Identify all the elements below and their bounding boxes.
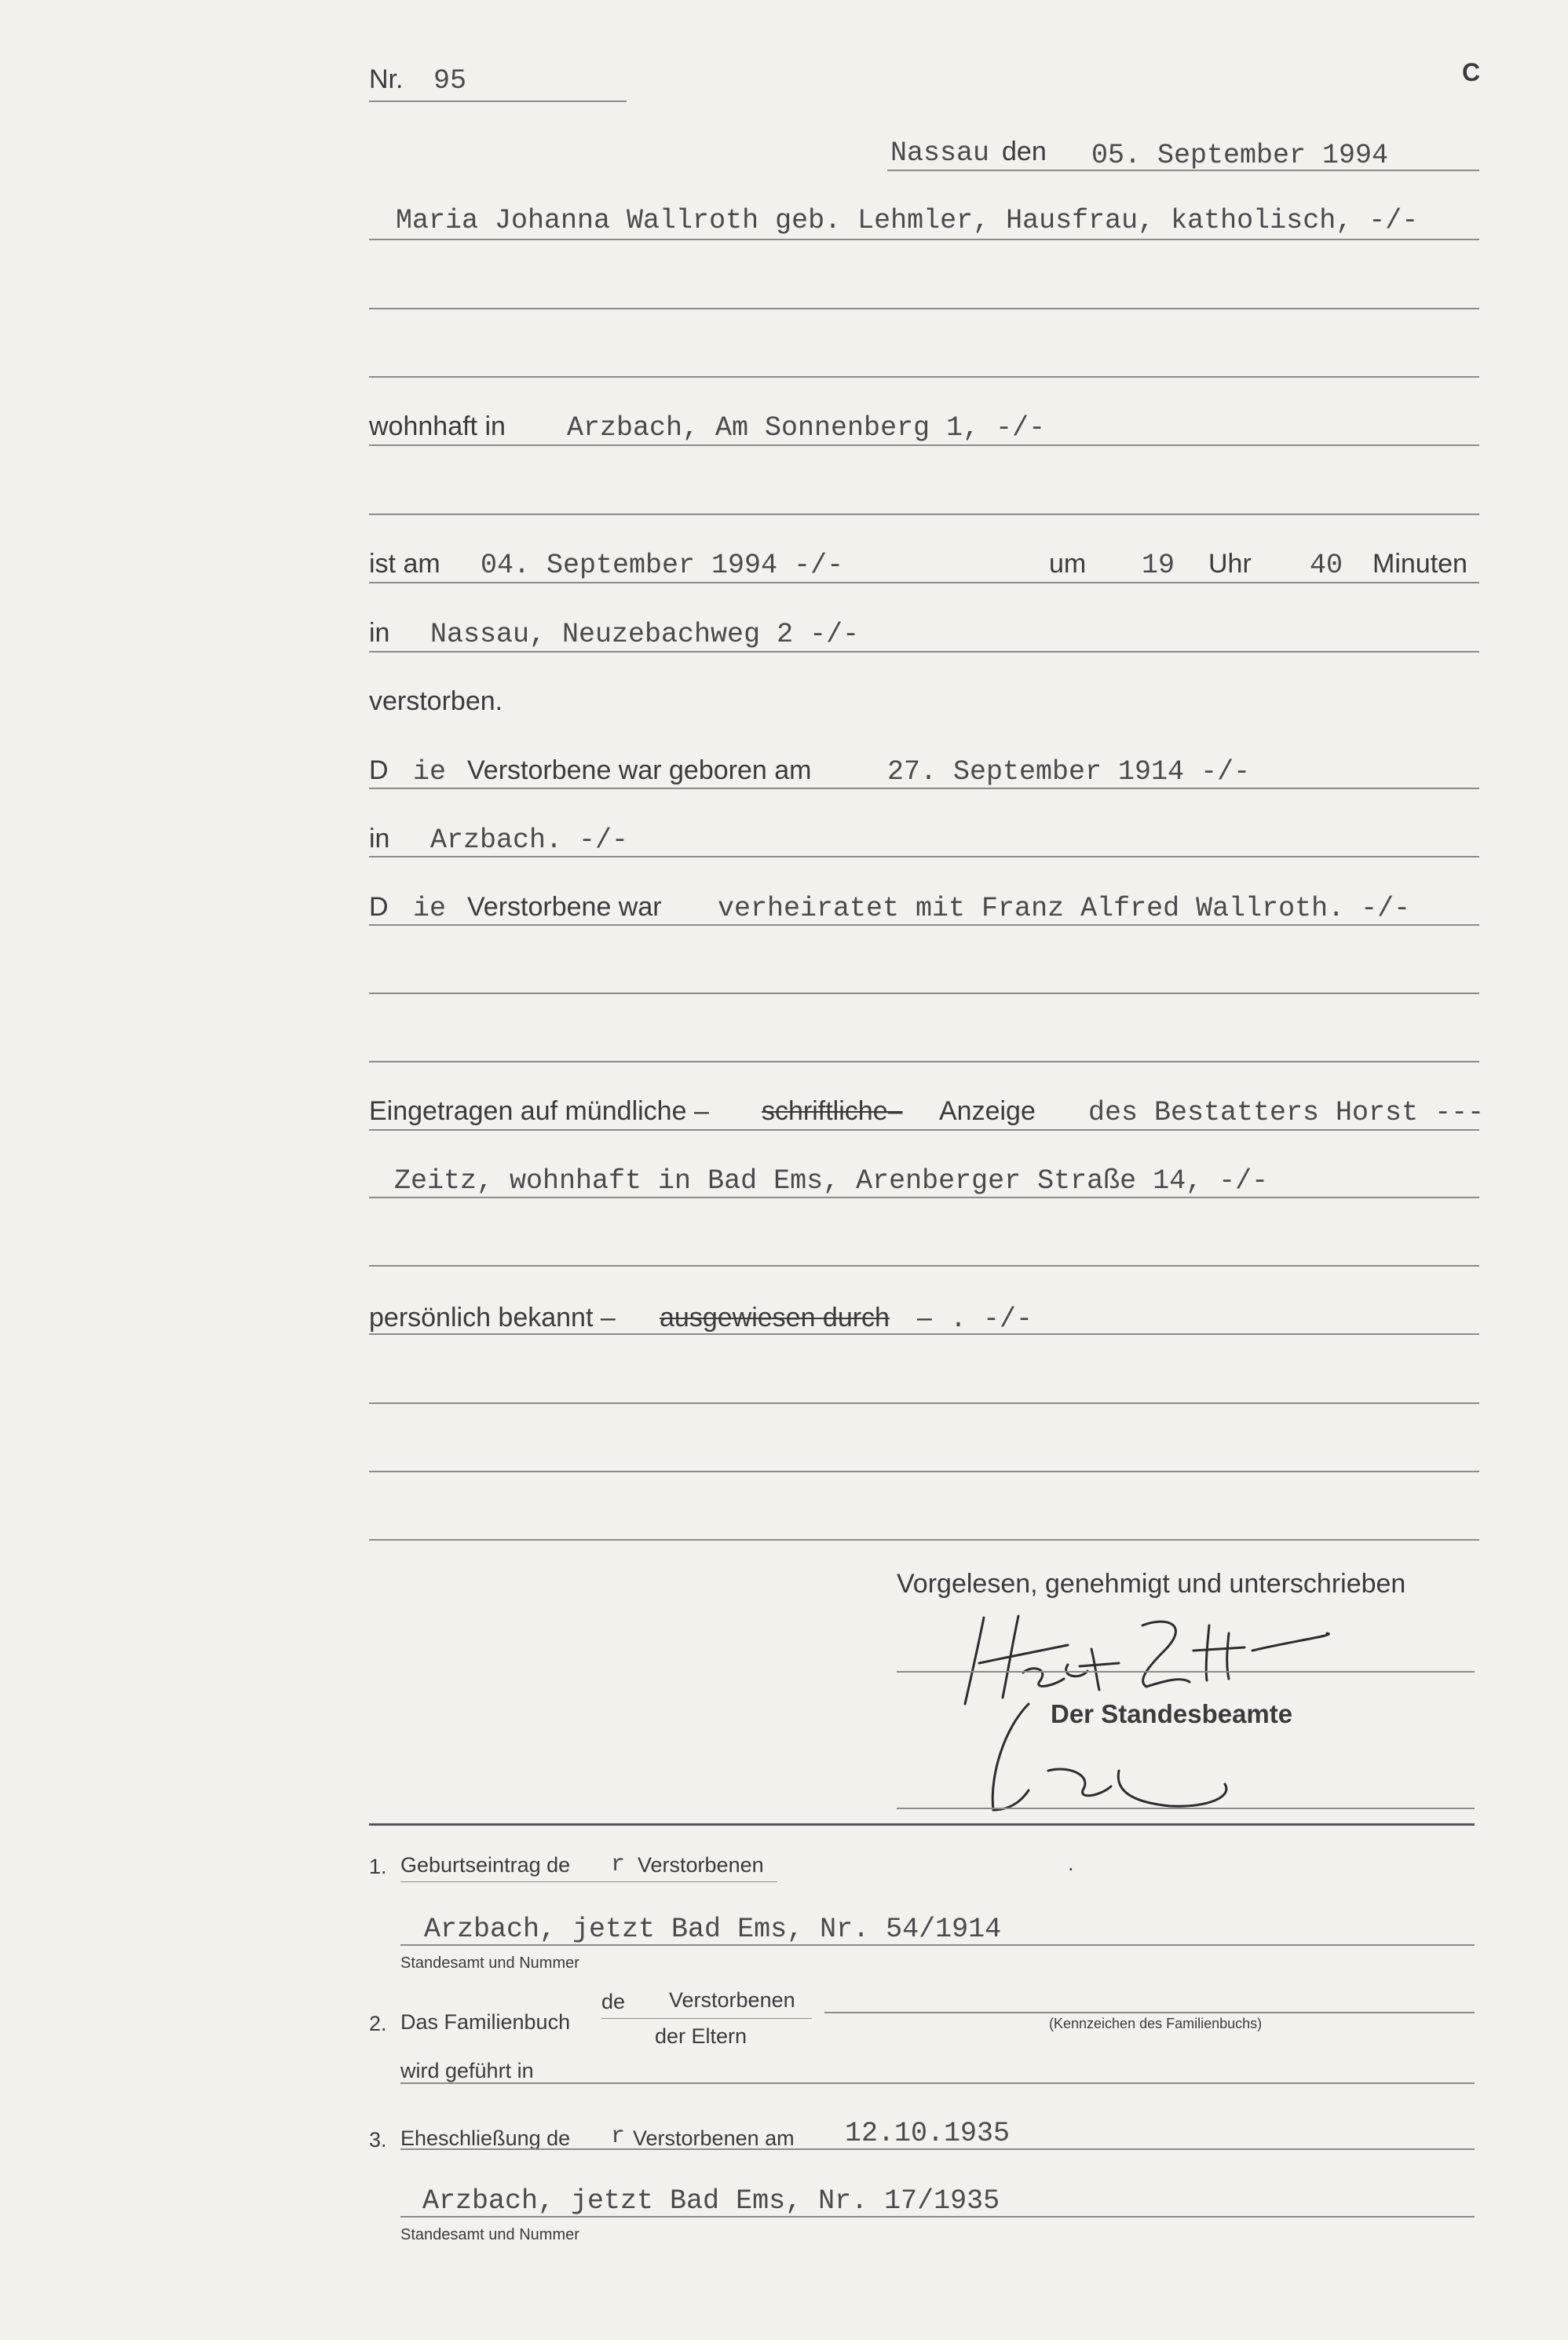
note-3-label-b: Verstorbenen am: [633, 2126, 795, 2150]
marital-ie-typed: ie: [413, 893, 447, 924]
note-2-wird-line: [400, 2082, 1475, 2084]
note-3-label-a: Eheschließung de: [400, 2126, 571, 2150]
entry-value-line1: des Bestatters Horst ---: [1088, 1097, 1485, 1128]
note-2-number: 2.: [369, 2012, 387, 2035]
ausgewiesen-struck: ausgewiesen durch: [660, 1303, 890, 1333]
note-1-label-a: Geburtseintrag de: [400, 1853, 571, 1877]
vorgelesen-text: Vorgelesen, genehmigt und unterschrieben: [897, 1569, 1406, 1599]
eingetragen-label: Eingetragen auf mündliche –: [369, 1096, 709, 1126]
death-minutes: 40: [1310, 550, 1343, 581]
marital-line: [369, 924, 1479, 926]
birth-in-label: in: [369, 824, 390, 854]
note-1-line: [400, 1944, 1475, 1946]
death-date-line: [369, 582, 1479, 583]
note-1-sub: Standesamt und Nummer: [400, 1954, 579, 1972]
note-1-number: 1.: [369, 1855, 387, 1878]
note-2-line: [824, 2012, 1475, 2013]
standesbeamte-label: Der Standesbeamte: [1051, 1699, 1293, 1728]
blank-line: [369, 376, 1479, 378]
blank-line: [369, 1539, 1479, 1541]
death-place: Nassau, Neuzebachweg 2 -/-: [430, 619, 860, 650]
blank-line: [369, 1265, 1479, 1267]
note-2-label: Das Familienbuch: [400, 2010, 571, 2034]
note-3-number: 3.: [369, 2128, 387, 2152]
verstorben-label: verstorben.: [369, 686, 503, 716]
note-1-typed: r: [611, 1852, 626, 1878]
note-3-value-line: [400, 2216, 1475, 2218]
death-place-line: [369, 651, 1479, 653]
note-3-sub: Standesamt und Nummer: [400, 2226, 579, 2243]
bekannt-line: [369, 1333, 1479, 1335]
note-3-typed: r: [611, 2123, 626, 2150]
blank-line: [369, 308, 1479, 309]
note-1-dot: .: [1068, 1852, 1074, 1875]
marital-label: Verstorbene war: [467, 892, 662, 922]
birth-ie-typed: ie: [413, 756, 447, 788]
place-value: Nassau: [890, 137, 990, 169]
date-value: 05. September 1994: [1091, 140, 1389, 171]
note-2-kennzeichen: (Kennzeichen des Familienbuchs): [1049, 2016, 1263, 2031]
blank-line: [369, 1402, 1479, 1404]
nr-label: Nr.: [369, 64, 404, 94]
note-2-fraction-line: [601, 2018, 812, 2019]
blank-line: [369, 514, 1479, 515]
date-line: [887, 170, 1479, 171]
note-2-wird: wird geführt in: [400, 2059, 534, 2082]
birth-date: 27. September 1914 -/-: [887, 756, 1251, 788]
marital-value: verheiratet mit Franz Alfred Wallroth. -/-: [718, 893, 1411, 924]
name-line-value: Maria Johanna Wallroth geb. Lehmler, Hausfrau, katholisch, -/-: [396, 205, 1419, 236]
birth-place-line: [369, 856, 1479, 857]
schriftliche-struck: schriftliche–: [762, 1096, 903, 1126]
note-3-line: [400, 2148, 1475, 2150]
marital-d-label: D: [369, 892, 389, 922]
note-1-label-underline: [400, 1881, 777, 1882]
ist-am-label: ist am: [369, 549, 440, 579]
corner-mark: C: [1462, 58, 1481, 86]
death-date: 04. September 1994 -/-: [481, 550, 844, 581]
signer-signature: [930, 1602, 1339, 1712]
note-1-label-b: Verstorbenen: [638, 1853, 764, 1877]
section-divider: [369, 1823, 1475, 1826]
note-2-bottom: der Eltern: [655, 2024, 747, 2048]
den-label: den: [1002, 137, 1047, 166]
bekannt-suffix: –: [917, 1303, 932, 1333]
death-hour: 19: [1142, 550, 1175, 581]
birth-label: Verstorbene war geboren am: [467, 755, 812, 785]
note-3-value: Arzbach, jetzt Bad Ems, Nr. 17/1935: [422, 2185, 1000, 2217]
name-line: [369, 239, 1479, 240]
um-label: um: [1049, 549, 1087, 579]
note-2-de: de: [601, 1990, 626, 2013]
bekannt-label: persönlich bekannt –: [369, 1303, 616, 1333]
blank-line: [369, 1061, 1479, 1062]
official-line: [897, 1808, 1475, 1809]
wohnhaft-value: Arzbach, Am Sonnenberg 1, -/-: [567, 412, 1046, 444]
entry-line2: [369, 1197, 1479, 1198]
entry-value-line2: Zeitz, wohnhaft in Bad Ems, Arenberger Straße 14, -/-: [394, 1165, 1269, 1197]
note-2-top: Verstorbenen: [669, 1988, 795, 2012]
blank-line: [369, 1471, 1479, 1472]
nr-line: [369, 101, 627, 102]
entry-line1: [369, 1129, 1479, 1131]
note-1-value: Arzbach, jetzt Bad Ems, Nr. 54/1914: [424, 1914, 1002, 1945]
birth-place: Arzbach. -/-: [430, 824, 629, 856]
uhr-label: Uhr: [1208, 549, 1252, 579]
signer-line: [897, 1671, 1475, 1673]
nr-value: 95: [433, 65, 467, 97]
death-in-label: in: [369, 618, 390, 648]
wohnhaft-label: wohnhaft in: [369, 411, 506, 441]
anzeige-label: Anzeige: [939, 1096, 1036, 1126]
bekannt-typed: . -/-: [950, 1303, 1033, 1335]
blank-line: [369, 993, 1479, 994]
birth-d-label: D: [369, 755, 389, 785]
birth-date-line: [369, 788, 1479, 789]
note-3-date: 12.10.1935: [845, 2118, 1011, 2149]
minuten-label: Minuten: [1372, 549, 1467, 579]
wohnhaft-line: [369, 444, 1479, 446]
official-signature: [974, 1696, 1241, 1822]
